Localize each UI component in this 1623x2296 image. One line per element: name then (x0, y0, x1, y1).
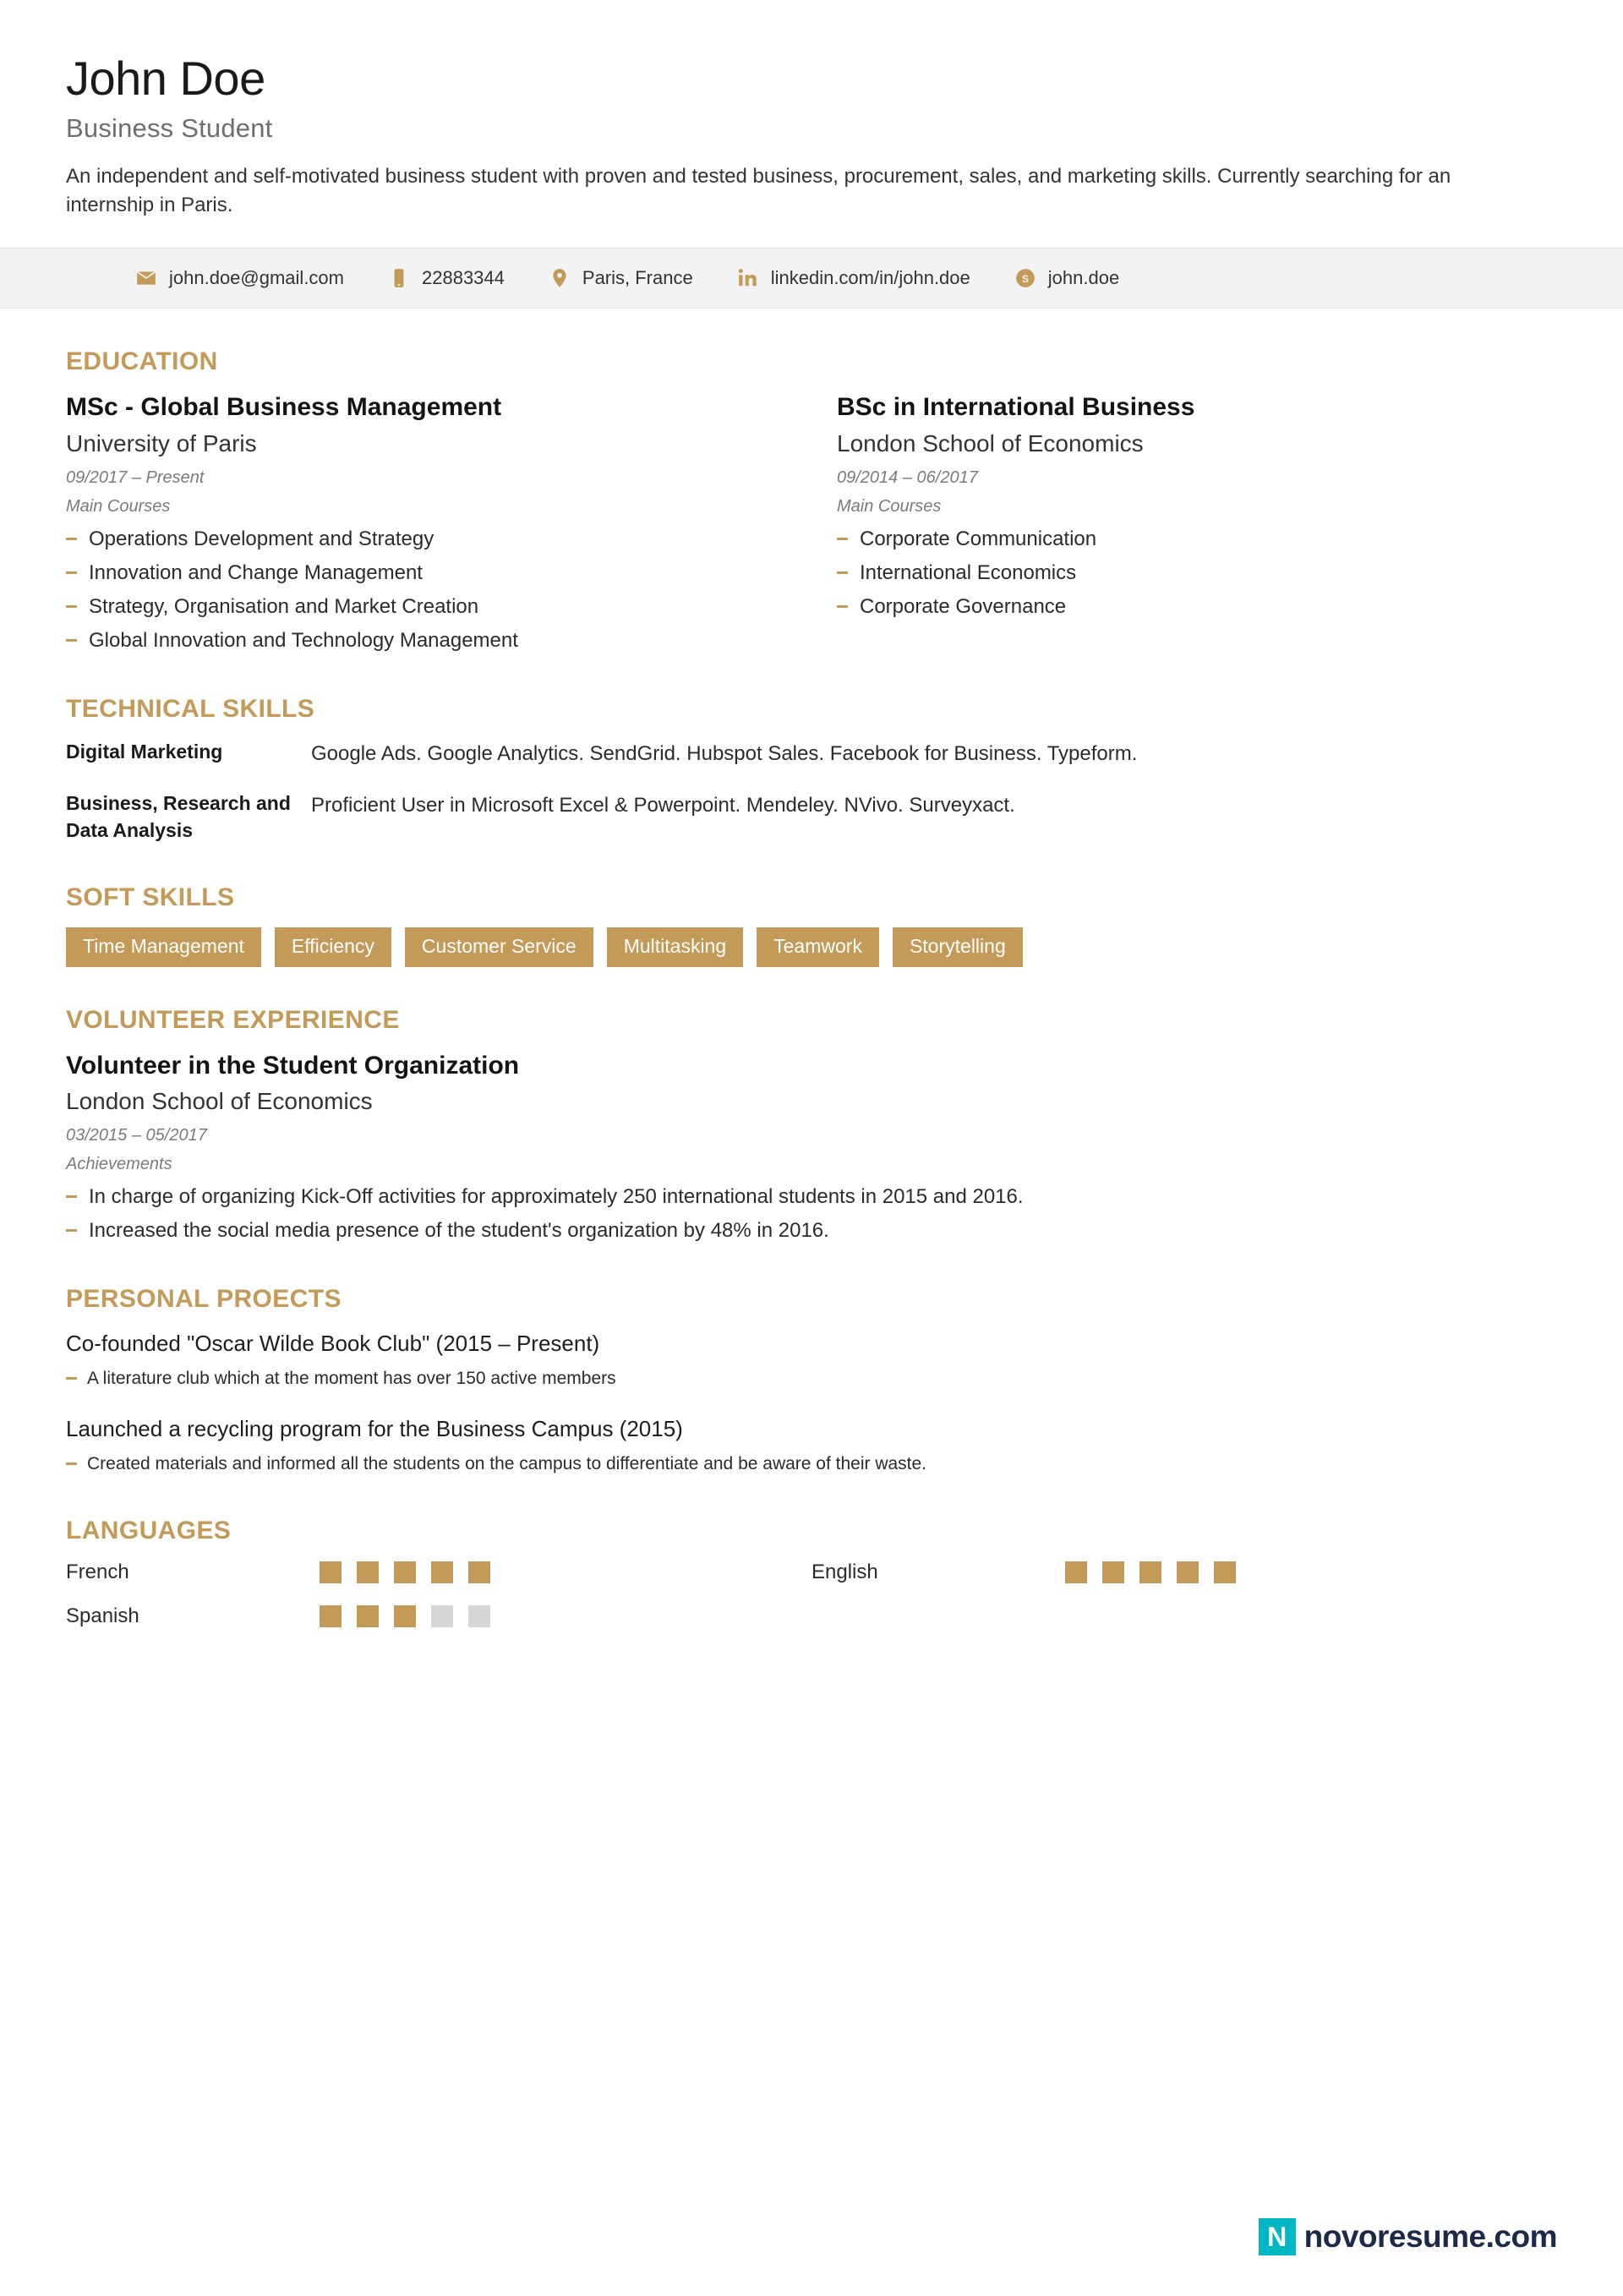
technical-skill-row (66, 739, 1557, 768)
volunteer-date: 03/2015 – 05/2017 (66, 1126, 207, 1145)
list-item: Corporate Communication (837, 523, 1557, 555)
level-box (320, 1605, 342, 1627)
volunteer-achievements-label: Achievements (66, 1155, 172, 1173)
soft-skill-chip: Time Management (66, 927, 261, 967)
linkedin-icon (737, 267, 759, 289)
novoresume-logo[interactable] (1259, 2218, 1557, 2255)
technical-skill-description: Google Ads. Google Analytics. SendGrid. Hubspot Sales. Facebook for Business. Typeform. (311, 742, 1138, 766)
phone-icon (388, 267, 410, 289)
list-item: Increased the social media presence of the student's organization by 48% in 2016. (66, 1215, 1557, 1246)
list-item: Corporate Governance (837, 591, 1557, 622)
list-item: Created materials and informed all the students on the campus to differentiate and be aware of their waste. (66, 1451, 1557, 1478)
project-detail-list (66, 1365, 1557, 1392)
language-row (66, 1604, 812, 1628)
novoresume-wordmark: novoresume.com (1303, 2219, 1557, 2254)
contact-linkedin[interactable] (737, 267, 970, 289)
level-box (357, 1561, 379, 1583)
list-item: In charge of organizing Kick-Off activities for approximately 250 international students in 2015 and 2016. (66, 1181, 1557, 1212)
technical-skill-category: Digital Marketing (66, 741, 223, 763)
language-name: English (812, 1560, 878, 1583)
section-title-volunteer: VOLUNTEER EXPERIENCE (66, 1005, 400, 1034)
level-box (468, 1561, 490, 1583)
education-school: University of Paris (66, 429, 257, 456)
section-education (66, 347, 1557, 656)
soft-skill-chip: Teamwork (757, 927, 879, 967)
resume-header (0, 0, 1623, 248)
project-entry (66, 1414, 1557, 1478)
section-title-languages: LANGUAGES (66, 1516, 232, 1544)
contact-location[interactable] (549, 267, 693, 289)
level-box (1102, 1561, 1124, 1583)
skype-icon (1014, 267, 1036, 289)
contact-email[interactable] (135, 267, 344, 289)
volunteer-achievement-list (66, 1181, 1557, 1246)
level-box (431, 1561, 453, 1583)
section-languages (66, 1517, 1557, 1648)
section-title-soft-skills: SOFT SKILLS (66, 883, 235, 911)
education-degree: BSc in International Business (837, 393, 1195, 422)
volunteer-organization: London School of Economics (66, 1088, 373, 1114)
project-title: Co-founded "Oscar Wilde Book Club" (2015 – Present) (66, 1331, 600, 1357)
project-title: Launched a recycling program for the Business Campus (2015) (66, 1415, 683, 1441)
education-course-list (66, 523, 786, 657)
languages-column-right (812, 1561, 1557, 1648)
education-entry (66, 391, 786, 656)
education-degree: MSc - Global Business Management (66, 393, 502, 422)
language-row (812, 1561, 1557, 1584)
language-name: French (66, 1560, 129, 1583)
level-box (431, 1605, 453, 1627)
contact-skype[interactable] (1014, 267, 1119, 289)
education-entry (837, 391, 1557, 656)
location-pin-icon (549, 267, 571, 289)
soft-skill-chip: Efficiency (275, 927, 391, 967)
level-box (1177, 1561, 1199, 1583)
level-box (468, 1605, 490, 1627)
list-item: Innovation and Change Management (66, 557, 786, 588)
education-courses-label: Main Courses (66, 496, 171, 516)
section-personal-projects (66, 1285, 1557, 1477)
envelope-icon (135, 267, 157, 289)
level-box (1139, 1561, 1161, 1583)
contact-linkedin-text: linkedin.com/in/john.doe (770, 267, 970, 289)
education-school: London School of Economics (837, 429, 1144, 456)
project-entry (66, 1329, 1557, 1392)
contact-email-text: john.doe@gmail.com (169, 267, 344, 289)
contact-location-text: Paris, France (582, 267, 693, 289)
section-title-technical-skills: TECHNICAL SKILLS (66, 695, 315, 724)
section-volunteer-experience (66, 1006, 1557, 1247)
level-box (1065, 1561, 1087, 1583)
education-date: 09/2017 – Present (66, 467, 205, 487)
language-level-meter (1065, 1561, 1236, 1583)
list-item: Operations Development and Strategy (66, 523, 786, 555)
list-item: A literature club which at the moment has over 150 active members (66, 1365, 1557, 1392)
languages-column-left (66, 1561, 812, 1648)
section-title-projects: PERSONAL PROECTS (66, 1285, 342, 1314)
contact-skype-text: john.doe (1047, 267, 1120, 289)
language-row (66, 1561, 812, 1584)
page-title: John Doe (66, 52, 265, 105)
contact-phone-text: 22883344 (422, 267, 505, 289)
level-box (357, 1605, 379, 1627)
svg-text:S: S (1021, 273, 1029, 286)
section-title-education: EDUCATION (66, 347, 218, 376)
education-courses-label: Main Courses (837, 496, 942, 516)
contact-bar (0, 248, 1623, 309)
contact-phone[interactable] (388, 267, 505, 289)
section-technical-skills (66, 695, 1557, 844)
list-item: Global Innovation and Technology Management (66, 625, 786, 656)
profile-summary: An independent and self-motivated business student with proven and tested business, procurement, sales, and marketing skills. Currently searching for an internship in Paris. (66, 164, 1451, 217)
education-course-list (837, 523, 1557, 623)
soft-skills-chip-list (66, 927, 1557, 967)
list-item: Strategy, Organisation and Market Creation (66, 591, 786, 622)
level-box (394, 1605, 416, 1627)
resume-body (0, 347, 1623, 1681)
language-level-meter (320, 1605, 490, 1627)
list-item: International Economics (837, 557, 1557, 588)
technical-skill-category: Business, Research and Data Analysis (66, 792, 291, 841)
project-detail-list (66, 1451, 1557, 1478)
language-name: Spanish (66, 1604, 139, 1627)
soft-skill-chip: Multitasking (607, 927, 743, 967)
education-date: 09/2014 – 06/2017 (837, 467, 978, 487)
level-box (320, 1561, 342, 1583)
volunteer-role: Volunteer in the Student Organization (66, 1051, 520, 1080)
level-box (1214, 1561, 1236, 1583)
soft-skill-chip: Customer Service (405, 927, 593, 967)
soft-skill-chip: Storytelling (893, 927, 1023, 967)
job-title: Business Student (66, 112, 273, 143)
novoresume-mark-icon: N (1259, 2218, 1296, 2255)
technical-skill-row (66, 790, 1557, 844)
language-level-meter (320, 1561, 490, 1583)
section-soft-skills (66, 883, 1557, 967)
technical-skill-description: Proficient User in Microsoft Excel & Powerpoint. Mendeley. NVivo. Surveyxact. (311, 794, 1015, 817)
level-box (394, 1561, 416, 1583)
